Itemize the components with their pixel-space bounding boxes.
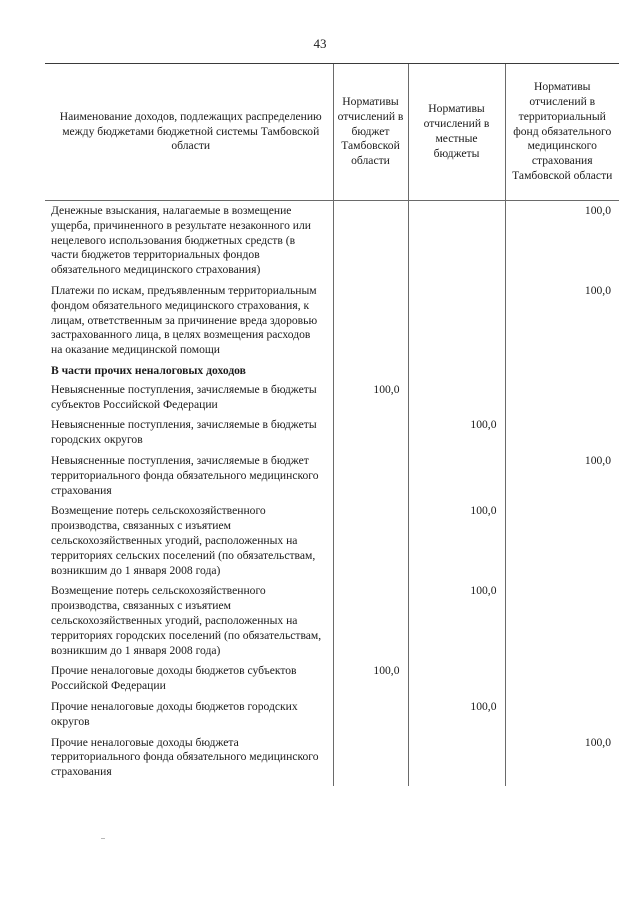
local-norm-cell — [408, 284, 505, 364]
regional-norm-cell — [333, 584, 408, 664]
table-row — [45, 504, 619, 584]
table-row — [45, 664, 619, 700]
local-norm-cell — [408, 736, 505, 786]
table-row — [45, 383, 619, 419]
regional-norm-cell — [333, 284, 408, 364]
local-norm-cell — [408, 201, 505, 284]
fund-norm-cell — [505, 584, 619, 664]
fund-norm-cell — [505, 383, 619, 419]
section-row — [45, 364, 619, 383]
revenue-distribution-table — [45, 63, 619, 786]
local-norm-cell — [408, 364, 505, 383]
revenue-name-cell: Прочие неналоговые доходы бюджетов субъектов Российской Федерации — [51, 664, 297, 693]
page-number: 43 — [313, 36, 327, 51]
local-norm-cell — [408, 383, 505, 419]
fund-norm-cell — [505, 364, 619, 383]
table-header — [45, 64, 619, 201]
local-norm-cell: 100,0 — [408, 700, 505, 736]
header-revenue-name: Наименование доходов, подлежащих распределению между бюджетами бюджетной системы Тамбовской области — [45, 64, 333, 201]
revenue-name-cell: Невыясненные поступления, зачисляемые в бюджет территориального фонда обязательного медицинского страхования — [51, 453, 319, 497]
header-row — [45, 64, 619, 201]
table-row — [45, 284, 619, 364]
fund-norm-cell — [505, 504, 619, 584]
regional-norm-cell — [333, 454, 408, 504]
revenue-name-cell: Возмещение потерь сельскохозяйственного производства, связанных с изъятием сельскохозяйственных угодий, расположенных на территориях сельских поселений (по обязательствам, возникшим до 1 января 2008 года) — [51, 504, 316, 577]
fund-norm-cell: 100,0 — [505, 454, 619, 504]
header-fund-norm: Нормативы отчислений в территориальный фонд обязательного медицинского страхования Тамбовской области — [505, 64, 619, 201]
revenue-name-cell: Невыясненные поступления, зачисляемые в бюджеты городских округов — [51, 418, 317, 447]
fund-norm-cell — [505, 700, 619, 736]
regional-norm-cell — [333, 700, 408, 736]
local-norm-cell: 100,0 — [408, 584, 505, 664]
regional-norm-cell: 100,0 — [333, 664, 408, 700]
section-heading: В части прочих неналоговых доходов — [51, 363, 246, 377]
revenue-name-cell: Возмещение потерь сельскохозяйственного производства, связанных с изъятием сельскохозяйственных угодий, расположенных на территориях городских поселений (по обязательствам, возникшим до 1 января 2008 года) — [51, 584, 322, 657]
revenue-name-cell: Невыясненные поступления, зачисляемые в бюджеты субъектов Российской Федерации — [51, 382, 317, 411]
table-body — [45, 201, 619, 786]
fund-norm-cell: 100,0 — [505, 736, 619, 786]
header-regional-norm: Нормативы отчислений в бюджет Тамбовской области — [333, 64, 408, 201]
revenue-name-cell: Прочие неналоговые доходы бюджетов городских округов — [51, 699, 298, 728]
fund-norm-cell: 100,0 — [505, 284, 619, 364]
table-row — [45, 201, 619, 284]
table-row — [45, 418, 619, 454]
scan-mark — [101, 838, 105, 839]
regional-norm-cell — [333, 736, 408, 786]
revenue-name-cell: Денежные взыскания, налагаемые в возмещение ущерба, причиненного в результате незаконного или нецелевого использования бюджетных средств (в части бюджетов территориальных фондов обязательного медицинского страхования) — [51, 204, 311, 277]
header-local-norm: Нормативы отчислений в местные бюджеты — [408, 64, 505, 201]
revenue-name-cell: Прочие неналоговые доходы бюджета территориального фонда обязательного медицинского страхования — [51, 735, 319, 779]
local-norm-cell — [408, 454, 505, 504]
table-row — [45, 454, 619, 504]
regional-norm-cell: 100,0 — [333, 383, 408, 419]
regional-norm-cell — [333, 418, 408, 454]
revenue-name-cell: Платежи по искам, предъявленным территориальным фондом обязательного медицинского страхования, к лицам, ответственным за причинение вреда здоровью застрахованного лица, в целях возмещения расходов на оказание медицинской помощи — [51, 283, 318, 357]
regional-norm-cell — [333, 201, 408, 284]
fund-norm-cell — [505, 418, 619, 454]
table-row — [45, 584, 619, 664]
local-norm-cell: 100,0 — [408, 418, 505, 454]
local-norm-cell — [408, 664, 505, 700]
regional-norm-cell — [333, 364, 408, 383]
table-row — [45, 700, 619, 736]
regional-norm-cell — [333, 504, 408, 584]
fund-norm-cell: 100,0 — [505, 201, 619, 284]
local-norm-cell: 100,0 — [408, 504, 505, 584]
table-row — [45, 736, 619, 786]
fund-norm-cell — [505, 664, 619, 700]
